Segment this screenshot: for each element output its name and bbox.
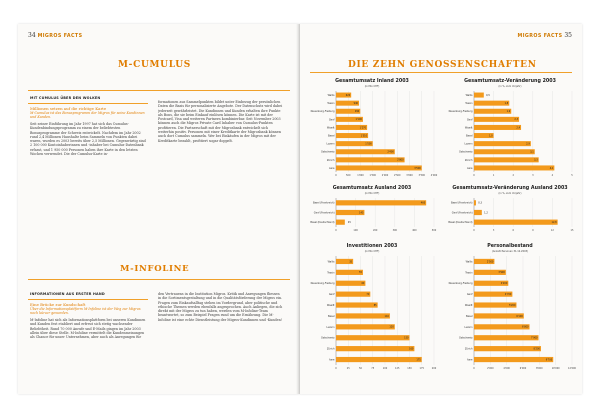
chart-data-label: 70	[366, 292, 370, 296]
infoline-col2: den Vertrauens in die Institution Migros. Kritik und Anregungen fliessen in die Sortimentsgestaltung und in die Qualitätsförderung der Migros ein. Fragen zum Einkaufsalltag stehen im Vordergrund, aber politische und ethische Themen werden ebenfalls angesprochen. Auch Anliegen, die sich direkt mit der Migros zu tun haben, werden vom M-Infoline-Team beantwortet, so zum Beispiel Fragen rund um die Ernährung. Die M-Infoline ist eine echte Dienstleistung der Migros-Kundinnen und -Kunden!	[158, 292, 283, 322]
chart-tick-label: 75	[371, 367, 375, 370]
chart-category-label: Zürich	[326, 158, 335, 162]
chart-data-label: 2'800	[397, 158, 404, 162]
chart-data-label: 110	[384, 314, 389, 318]
chart-tick-label: 175	[419, 367, 424, 370]
chart-bar-z-rich	[474, 346, 541, 351]
chart-tick-label: 100	[353, 229, 358, 232]
chart-category-label: Genf	[466, 118, 473, 122]
chart-bar-z-rich	[336, 346, 414, 351]
cumulus-rule	[28, 90, 290, 91]
chart-category-label: Tessin	[465, 102, 473, 106]
genossenschaften-rule	[310, 72, 572, 73]
chart-tick-label: 3'500	[418, 174, 425, 177]
chart-tick-label: 150	[407, 367, 412, 370]
chart-data-label: 45	[347, 220, 351, 224]
chart-category-label: Waadt	[464, 303, 473, 307]
chart-tick-label: 4'000	[430, 174, 438, 177]
chart-plot	[444, 186, 576, 234]
chart-category-label: Basel (Deutschland)	[310, 221, 335, 225]
chart-data-label: 2'500	[486, 260, 494, 264]
chart-tick-label: 15	[570, 229, 574, 232]
chart-data-label: 175	[416, 358, 421, 362]
chart-category-label: Luzern	[326, 142, 335, 146]
chart-category-label: Neuenburg-Freiburg	[310, 110, 335, 114]
genossenschaften-title: DIE ZEHN GENOSSENSCHAFTEN	[348, 60, 537, 70]
chart-data-label: 620	[345, 93, 351, 97]
chart-data-label: 2,9	[526, 142, 530, 146]
chart-bar-basel-deutschland	[336, 220, 345, 225]
chart-tick-label: 0	[335, 174, 337, 177]
chart-data-label: 1,8	[504, 101, 509, 105]
chart-title: Gesamtumsatz Inland 2003	[335, 79, 409, 84]
chart-data-label: 6'100	[516, 314, 523, 318]
chart-category-label: Wallis	[465, 93, 473, 97]
chart-category-label: Basel (Frankreich)	[450, 201, 473, 205]
chart-tick-label: 6'000	[519, 367, 527, 370]
chart-category-label: Genf (Frankreich)	[451, 211, 473, 215]
chart-tick-label: 4'000	[503, 367, 510, 370]
chart-tick-label: 6	[512, 229, 514, 232]
chart-tick-label: 4	[551, 174, 554, 177]
chart-data-label: 2'400	[387, 150, 394, 154]
chart-tick-label: 0	[473, 174, 475, 177]
chart-data-label: 3,3	[534, 158, 538, 162]
chart-tick-label: 2	[512, 174, 514, 177]
chart-personalbestand	[444, 244, 576, 372]
right-running-head	[518, 32, 572, 39]
chart-bar-basel	[336, 313, 390, 318]
chart-category-label: Genf (Frankreich)	[313, 211, 335, 215]
chart-data-label: 1,0	[488, 134, 493, 138]
chart-subtitle: (Anzahl Personen 31.12.2003)	[491, 250, 529, 253]
chart-data-label: 4'700	[504, 292, 512, 296]
infoline-subrule	[28, 299, 148, 300]
chart-category-label: Tessin	[465, 271, 473, 275]
chart-title: Personalbestand	[487, 244, 533, 249]
chart-category-label: Wallis	[327, 260, 335, 264]
chart-tick-label: 3	[532, 174, 534, 177]
chart-category-label: Ostschweiz	[459, 336, 473, 340]
chart-category-label: Aare	[466, 166, 473, 170]
chart-tick-label: 9	[532, 229, 534, 232]
right-page-number: 35	[564, 32, 572, 39]
chart-category-label: Genf	[328, 118, 335, 122]
right-magazine-title: MIGROS FACTS	[517, 34, 563, 39]
chart-category-label: Basel	[328, 134, 335, 138]
chart-subtitle: (in %, zum Vorjahr)	[498, 85, 522, 88]
chart-bar-ostschweiz	[336, 335, 410, 340]
chart-data-label: 3'900	[498, 271, 505, 275]
chart-subtitle: (in Mio CHF)	[364, 250, 380, 253]
chart-subtitle: (in Mio CHF)	[364, 85, 380, 88]
chart-tick-label: 1'500	[369, 174, 376, 177]
infoline-lead: Eine Brücke zur Kundschaft	[30, 302, 86, 307]
chart-data-label: 160	[409, 347, 414, 351]
chart-data-label: 4'200	[500, 282, 508, 286]
chart-tick-label: 300	[392, 229, 397, 232]
infoline-lead-sub: Über die Informationsplattform M-Infoline ist der Weg zur Migros noch kürzer geworden.	[30, 307, 141, 316]
chart-data-label: 990	[354, 110, 360, 114]
chart-data-label: 1'500	[365, 142, 372, 146]
chart-bar-genf	[474, 117, 519, 122]
chart-category-label: Neuenburg-Freiburg	[448, 282, 473, 286]
chart-bar-genf	[336, 292, 370, 297]
chart-category-label: Wallis	[465, 260, 473, 264]
chart-bar-luzern	[336, 324, 395, 329]
chart-tick-label: 200	[373, 229, 378, 232]
chart-bar-z-rich	[336, 157, 405, 162]
chart-tick-label: 200	[431, 367, 437, 370]
chart-bar-basel-frankreich	[474, 200, 476, 205]
chart-bar-luzern	[474, 141, 531, 146]
right-page	[300, 24, 582, 394]
chart-plot	[444, 79, 576, 179]
chart-bar-waadt	[474, 125, 521, 130]
chart-plot	[444, 244, 576, 372]
chart-category-label: Luzern	[464, 325, 473, 329]
chart-category-label: Ostschweiz	[321, 336, 335, 340]
chart-title: Gesamtumsatz Ausland 2003	[332, 186, 412, 191]
chart-investitionen	[306, 244, 438, 372]
chart-data-label: 1,9	[506, 110, 511, 114]
chart-data-label: 7'900	[531, 336, 538, 340]
chart-data-label: 0,3	[478, 201, 482, 205]
chart-bar-aare	[336, 357, 422, 362]
chart-category-label: Zürich	[464, 347, 473, 351]
infoline-rule	[28, 279, 290, 280]
chart-data-label: 6'800	[522, 325, 529, 329]
chart-category-label: Genf	[328, 293, 335, 297]
chart-plot	[306, 79, 438, 179]
chart-category-label: Waadt	[326, 126, 335, 130]
chart-category-label: Neuenburg-Freiburg	[448, 110, 473, 114]
chart-data-label: 55	[359, 271, 362, 275]
chart-category-label: Neuenburg-Freiburg	[310, 282, 335, 286]
chart-category-label: Tessin	[327, 102, 335, 106]
chart-data-label: 9'700	[545, 358, 553, 362]
chart-bar-ostschweiz	[336, 149, 395, 154]
chart-category-label: Genf	[466, 293, 473, 297]
cumulus-col1: Seit seiner Einführung im Jahr 1997 hat sich das Cumulus-Kundenbindungsprogramm zu einem der beliebtesten Bonusprogramme der Schweiz entwickelt. Nachdem im Jahr 2002 rund 2,4 Millionen Haushalte beim Sammeln von Punkten dabei waren, wurden es 2003 bereits über 2,5 Millionen. Gegenwärtig sind 2 100 000 Kontoinhaberinnen und -inhaber bei Cumulus-Datenbank erfasst, und 1 950 000 Personen haben ihre Karte in den letzten Wochen verwendet. Die der Cumulus-Karte in-	[30, 122, 146, 157]
chart-bar-z-rich	[474, 157, 539, 162]
infoline-col1: M-Infoline hat sich als Informationsplattform bei unseren Kundinnen und Kunden fest etabliert und erfreut sich stetig wachsender Beliebtheit. Rund 70 000 Anrufe und E-Mails gingen im Jahr 2003 allein über diese Stelle. M-Infoline vermittelt die Kundenmeinungen als Chance für unser Unternehmen, aber auch als Anregungen für	[30, 318, 146, 340]
chart-title: Gesamtumsatz-Veränderung Ausland 2003	[452, 186, 568, 191]
chart-category-label: Ostschweiz	[459, 150, 473, 154]
chart-tick-label: 500	[346, 174, 351, 177]
chart-tick-label: 1'000	[357, 174, 364, 177]
chart-data-label: 8'200	[533, 347, 540, 351]
chart-data-label: 5'200	[508, 303, 516, 307]
chart-category-label: Waadt	[464, 126, 473, 130]
chart-gesamtumsatz-veraenderung-ausland	[444, 186, 576, 234]
chart-bar-aare	[336, 165, 422, 170]
chart-subtitle: (in Mio CHF)	[364, 192, 380, 195]
chart-gesamtumsatz-veraenderung	[444, 79, 576, 179]
chart-category-label: Basel (Deutschland)	[448, 221, 473, 225]
chart-bar-wallis	[474, 93, 484, 98]
cumulus-title: M-CUMULUS	[118, 60, 192, 70]
chart-tick-label: 8'000	[536, 367, 543, 370]
chart-category-label: Basel	[466, 314, 473, 318]
chart-category-label: Aare	[466, 358, 473, 362]
chart-data-label: 60	[361, 282, 365, 286]
chart-tick-label: 1	[492, 174, 495, 177]
cumulus-box-title: MIT CUMULUS ÜBER DEN WOLKEN	[30, 96, 101, 100]
chart-data-label: 4,1	[549, 166, 554, 170]
chart-tick-label: 12	[550, 229, 554, 232]
chart-bar-aare	[474, 165, 554, 170]
chart-category-label: Luzern	[464, 142, 473, 146]
chart-gesamtumsatz-inland	[306, 79, 438, 179]
chart-tick-label: 125	[395, 367, 400, 370]
chart-plot	[306, 244, 438, 372]
chart-tick-label: 0	[335, 229, 337, 232]
chart-bar-basel-frankreich	[336, 200, 426, 205]
chart-data-label: 1'270	[359, 126, 367, 130]
chart-category-label: Basel	[466, 134, 473, 138]
chart-category-label: Zürich	[326, 347, 335, 351]
chart-gesamtumsatz-ausland	[306, 186, 438, 234]
cumulus-subrule	[28, 103, 148, 104]
chart-plot	[306, 186, 438, 234]
chart-category-label: Aare	[328, 166, 335, 170]
chart-bar-ostschweiz	[474, 335, 539, 340]
chart-tick-label: 0	[473, 367, 475, 370]
chart-bar-genf-frankreich	[474, 210, 482, 215]
chart-category-label: Aare	[328, 358, 335, 362]
chart-data-label: 940	[353, 101, 359, 105]
chart-data-label: 120	[389, 325, 394, 329]
chart-bar-aare	[474, 357, 553, 362]
chart-data-label: 0,5	[486, 93, 490, 97]
chart-tick-label: 2'000	[381, 174, 389, 177]
chart-tick-label: 10'000	[551, 367, 560, 370]
chart-tick-label: 2'500	[394, 174, 401, 177]
chart-tick-label: 3'000	[406, 174, 413, 177]
chart-tick-label: 500	[431, 229, 437, 232]
infoline-title: M-INFOLINE	[120, 264, 190, 274]
chart-bar-basel-deutschland	[474, 220, 558, 225]
chart-tick-label: 5	[571, 174, 573, 177]
chart-data-label: 1,2	[484, 211, 488, 215]
chart-tick-label: 0	[335, 367, 337, 370]
chart-data-label: 35	[349, 260, 353, 264]
chart-data-label: 3,1	[530, 150, 534, 154]
chart-tick-label: 0	[473, 229, 475, 232]
chart-category-label: Wallis	[327, 93, 335, 97]
chart-tick-label: 400	[412, 229, 417, 232]
left-running-head	[28, 32, 82, 39]
chart-data-label: 85	[373, 303, 377, 307]
cumulus-lead-sub: M-Cumulus ist das Bonusprogramm der Migros für seine Kundinnen und Kunden.	[30, 111, 145, 120]
chart-tick-label: 3	[492, 229, 495, 232]
cumulus-col2: formationen aus Sammelpunkten bildet unter Einbezug der persönlichen Daten die Basis für personalisierte Angebote. Der Datenschutz wird dabei jederzeit gewährleistet. Die Kundinnen und Kunden erhalten ihre Punkte als Bons, die sie beim Einkauf einlösen können. Die Karte ist mit der Postcard, Visa und weiteren Partnern kombinierbar. Seit November 2003 können auch die Migros Private Card Inhaber von Cumulus-Punkten profitieren. Die Partnerschaft mit der Migrosbank entwickelt sich weiterhin positiv. Personen mit einer Kreditkarte der Migrosbank können auch dort Cumulus sammeln. Wer bei Einkäufen in der Migros mit der Kreditkarte bezahlt, profitiert sogar doppelt.	[158, 100, 283, 143]
chart-title: Gesamtumsatz-Veränderung 2003	[464, 79, 556, 84]
infoline-box-title: INFORMATIONEN AUS ERSTER HAND	[30, 292, 105, 296]
chart-bar-ostschweiz	[474, 149, 535, 154]
chart-category-label: Zürich	[464, 158, 473, 162]
chart-tick-label: 2'000	[487, 367, 494, 370]
chart-category-label: Basel	[328, 314, 335, 318]
chart-data-label: 1'310	[360, 134, 368, 138]
cumulus-lead: Millionen setzen auf die richtige Karte	[30, 106, 107, 111]
chart-tick-label: 12'000	[568, 367, 576, 370]
chart-data-label: 12,8	[551, 220, 557, 224]
chart-tick-label: 100	[382, 367, 388, 370]
chart-category-label: Waadt	[326, 303, 335, 307]
chart-data-label: 150	[404, 336, 409, 340]
chart-subtitle: (in %, zum Vorjahr)	[498, 192, 522, 195]
chart-category-label: Tessin	[327, 271, 335, 275]
chart-bar-waadt	[336, 302, 378, 307]
chart-category-label: Luzern	[326, 325, 335, 329]
chart-tick-label: 50	[359, 367, 362, 370]
chart-data-label: 145	[359, 211, 364, 215]
left-page	[18, 24, 300, 394]
chart-data-label: 1'100	[355, 118, 362, 122]
chart-data-label: 2,3	[514, 118, 519, 122]
left-magazine-title: MIGROS FACTS	[37, 34, 83, 39]
chart-category-label: Basel (Frankreich)	[312, 201, 335, 205]
chart-tick-label: 25	[346, 367, 350, 370]
chart-title: Investitionen 2003	[346, 244, 398, 249]
left-page-number: 34	[28, 32, 36, 39]
chart-data-label: 2,4	[516, 126, 521, 130]
chart-category-label: Ostschweiz	[321, 150, 335, 154]
chart-data-label: 460	[420, 201, 426, 205]
chart-data-label: 3'500	[414, 166, 421, 170]
